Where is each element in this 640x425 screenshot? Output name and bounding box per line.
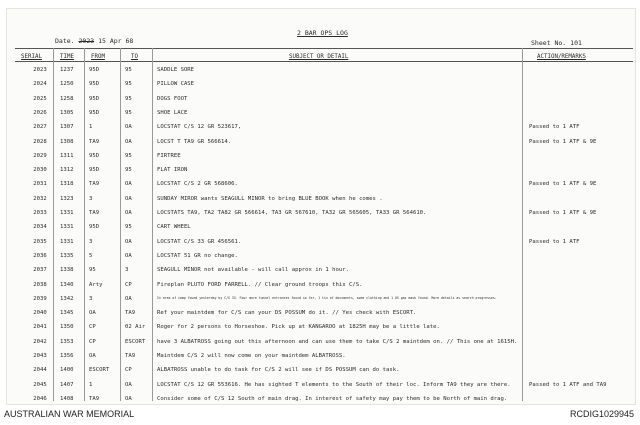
serial-cell: 2044 [33, 367, 47, 374]
time-cell: 1331 [60, 224, 74, 231]
log-row [7, 324, 635, 334]
column-header-time: TIME [60, 54, 74, 60]
serial-cell: 2029 [33, 152, 47, 159]
to-cell: CP [125, 281, 132, 288]
subject-cell: LOCST T TA9 GR 566614. [157, 138, 232, 145]
from-cell: 1 [89, 381, 93, 388]
serial-cell: 2046 [33, 395, 47, 402]
serial-cell: 2027 [33, 124, 47, 131]
log-row [7, 124, 635, 134]
subject-cell: SHOE LACE [157, 109, 188, 116]
time-cell: 1311 [60, 152, 74, 159]
log-row [7, 96, 635, 106]
header-rule-bottom [15, 61, 633, 62]
column-header-action: ACTION/REMARKS [537, 54, 586, 60]
to-cell: OA [125, 238, 132, 245]
time-cell: 1408 [60, 395, 74, 402]
time-cell: 1312 [60, 167, 74, 174]
serial-cell: 2038 [33, 281, 47, 288]
subject-cell: SUNDAY MIROR wants SEAGULL MINOR to bring BLUE BOOK when he comes . [157, 195, 383, 202]
action-cell: Passed to 1 ATF & 9E [529, 138, 597, 145]
sheet-number-field [531, 39, 582, 47]
action-cell: Passed to 1 ATF [529, 124, 580, 131]
to-cell: OA [125, 138, 132, 145]
from-cell: OA [89, 353, 96, 359]
subject-cell: LOCSTAT C/S 12 GR 523617, [157, 124, 242, 131]
serial-cell: 2024 [33, 81, 47, 88]
log-row [7, 353, 635, 363]
log-sheet [6, 8, 636, 405]
time-cell: 1258 [60, 95, 74, 102]
log-row [7, 296, 635, 306]
to-cell: 95 [125, 224, 132, 231]
date-value: 15 Apr 68 [98, 37, 134, 45]
log-row [7, 67, 635, 77]
to-cell: 95 [125, 67, 132, 73]
time-cell: 1323 [60, 195, 74, 202]
subject-cell: Fireplan PLUTO FORD FARRELL. // Clear ground troops this C/S. [157, 281, 363, 288]
serial-cell: 2028 [33, 138, 47, 145]
log-row [7, 239, 635, 249]
from-cell: 95D [89, 224, 100, 231]
time-cell: 1331 [60, 210, 74, 216]
time-cell: 1318 [60, 181, 74, 188]
to-cell: OA [125, 181, 132, 188]
log-row [7, 382, 635, 392]
time-cell: 1338 [60, 267, 74, 274]
log-row [7, 396, 635, 406]
log-row [7, 153, 635, 163]
header-rule-top [15, 48, 633, 49]
to-cell: 95 [125, 167, 132, 174]
log-row [7, 210, 635, 220]
date-label: Date. [55, 37, 75, 45]
time-cell: 1335 [60, 252, 74, 259]
time-cell: 1237 [60, 67, 74, 73]
serial-cell: 2041 [33, 324, 47, 331]
subject-cell: SADDLE SORE [157, 67, 195, 73]
subject-cell: DOGS FOOT [157, 95, 188, 102]
to-cell: ESCORT [125, 338, 146, 345]
serial-cell: 2036 [33, 252, 47, 259]
subject-cell: PILLOW CASE [157, 81, 195, 88]
to-cell: OA [125, 210, 132, 216]
to-cell: TA9 [125, 310, 136, 317]
log-row [7, 181, 635, 191]
subject-cell: ALBATROSS unable to do task for C/S 2 will see if DS POSSUM can do task. [157, 367, 400, 374]
subject-cell: SEAGULL MINOR not available - will call approx in 1 hour. [157, 267, 349, 274]
subject-cell: LOCSTAT C/S 33 GR 456561. [157, 238, 242, 245]
from-cell: 95D [89, 109, 100, 116]
serial-cell: 2040 [33, 310, 47, 317]
subject-cell: FIRTREE [157, 152, 181, 159]
from-cell: TA9 [89, 181, 100, 188]
time-cell: 1331 [60, 238, 74, 245]
archive-id: RCDIG1029945 [569, 409, 634, 419]
subject-cell: CART WHEEL [157, 224, 191, 231]
to-cell: CP [125, 367, 132, 374]
subject-cell: LOCSTAT 51 GR no change. [157, 252, 238, 259]
from-cell: 3 [89, 195, 93, 202]
log-row [7, 282, 635, 292]
time-cell: 1353 [60, 338, 74, 345]
subject-cell: Maintdem C/S 2 will now come on your maintdem ALBATROSS. [157, 353, 346, 359]
serial-cell: 2032 [33, 195, 47, 202]
from-cell: 95D [89, 152, 100, 159]
from-cell: 95 [89, 267, 96, 274]
time-cell: 1342 [60, 295, 74, 302]
log-row [7, 310, 635, 320]
log-row [7, 367, 635, 377]
to-cell: 95 [125, 81, 132, 88]
action-cell: Passed to 1 ATF & 9E [529, 181, 597, 188]
action-cell: Passed to 1 ATF and TA9 [529, 381, 607, 388]
time-cell: 1305 [60, 109, 74, 116]
to-cell: OA [125, 195, 132, 202]
log-row [7, 339, 635, 349]
from-cell: 5 [89, 252, 93, 259]
time-cell: 1250 [60, 81, 74, 88]
serial-cell: 2025 [33, 95, 47, 102]
subject-cell: Roger for 2 persons to Horseshoe. Pick up at KANGAROO at 1825H may be a little late. [157, 324, 440, 331]
archive-credit: AUSTRALIAN WAR MEMORIAL [4, 409, 135, 419]
to-cell: OA [125, 381, 132, 388]
serial-cell: 2030 [33, 167, 47, 174]
from-cell: TA9 [89, 138, 100, 145]
log-row [7, 196, 635, 206]
subject-cell: Consider some of C/S 12 South of main drag. In interest of safety may pay them to be North of main drag. [157, 395, 508, 402]
from-cell: 95D [89, 67, 100, 73]
to-cell: 02 Air [125, 324, 146, 331]
time-cell: 1345 [60, 310, 74, 317]
log-row [7, 81, 635, 91]
time-cell: 1340 [60, 281, 74, 288]
to-cell: 3 [125, 267, 129, 274]
sheet-value: 101 [570, 39, 582, 47]
log-row [7, 253, 635, 263]
serial-cell: 2035 [33, 238, 47, 245]
time-cell: 1350 [60, 324, 74, 331]
serial-cell: 2039 [33, 295, 47, 302]
serial-cell: 2043 [33, 353, 47, 359]
from-cell: 3 [89, 295, 93, 302]
column-header-from: FROM [91, 54, 105, 60]
time-cell: 1356 [60, 353, 74, 359]
subject-cell: FLAT IRON [157, 167, 188, 174]
subject-cell: In area of camp found yesterday by C/S 33. Four more tunnel entrances found so far, 1 tin of documents, some clothing and 1 US gas mask found. More details as search progresses. [157, 295, 497, 300]
serial-cell: 2031 [33, 181, 47, 188]
column-header-subject: SUBJECT OR DETAIL [289, 54, 349, 60]
from-cell: ESCORT [89, 367, 110, 374]
time-cell: 1308 [60, 138, 74, 145]
to-cell: OA [125, 295, 132, 302]
from-cell: CP [89, 324, 96, 331]
to-cell: 95 [125, 95, 132, 102]
from-cell: CP [89, 338, 96, 345]
from-cell: 1 [89, 124, 93, 131]
log-row [7, 110, 635, 120]
serial-cell: 2023 [33, 67, 47, 73]
sheet-label: Sheet No. [531, 39, 567, 47]
date-struck-value: 2023 [78, 37, 95, 45]
column-header-to: TO [131, 54, 138, 60]
to-cell: OA [125, 252, 132, 259]
serial-cell: 2037 [33, 267, 47, 274]
time-cell: 1400 [60, 367, 74, 374]
subject-cell: LOCSTAT C/S 12 GR 553616. He has sighted T elements to the South of their loc. Inform TA9 they are there. [157, 381, 511, 388]
to-cell: OA [125, 395, 132, 402]
time-cell: 1407 [60, 381, 74, 388]
to-cell: 95 [125, 152, 132, 159]
to-cell: TA9 [125, 353, 136, 359]
log-row [7, 224, 635, 234]
serial-cell: 2026 [33, 109, 47, 116]
subject-cell: LOCSTAT C/S 2 GR 568606. [157, 181, 238, 188]
to-cell: 95 [125, 109, 132, 116]
action-cell: Passed to 1 ATF & 9E [529, 210, 597, 216]
time-cell: 1307 [60, 124, 74, 131]
from-cell: OA [89, 310, 96, 317]
from-cell: 95D [89, 167, 100, 174]
log-row [7, 167, 635, 177]
serial-cell: 2034 [33, 224, 47, 231]
subject-cell: LOCSTATS TA9, TA2 TA82 GR 566614, TA3 GR 567610, TA32 GR 565605, TA33 GR 564610. [157, 210, 427, 216]
from-cell: 95D [89, 95, 100, 102]
subject-cell: Ref your maintdem for C/S can your DS POSSUM do it. // Yes check with ESCORT. [157, 310, 417, 317]
column-header-serial: SERIAL [21, 54, 42, 60]
serial-cell: 2045 [33, 381, 47, 388]
action-cell: Passed to 1 ATF [529, 238, 580, 245]
date-field [55, 37, 133, 45]
to-cell: OA [125, 124, 132, 131]
from-cell: TA9 [89, 395, 100, 402]
serial-cell: 2033 [33, 210, 47, 216]
log-row [7, 267, 635, 277]
from-cell: TA9 [89, 210, 100, 216]
serial-cell: 2042 [33, 338, 47, 345]
log-title: 2 BAR OPS LOG [297, 29, 348, 37]
from-cell: Arty [89, 281, 103, 288]
log-row [7, 139, 635, 149]
from-cell: 95D [89, 81, 100, 88]
from-cell: 3 [89, 238, 93, 245]
subject-cell: have 3 ALBATROSS going out this afternoon and can use them to take C/S 2 maintdem on. // This one at 1615H. [157, 338, 518, 345]
